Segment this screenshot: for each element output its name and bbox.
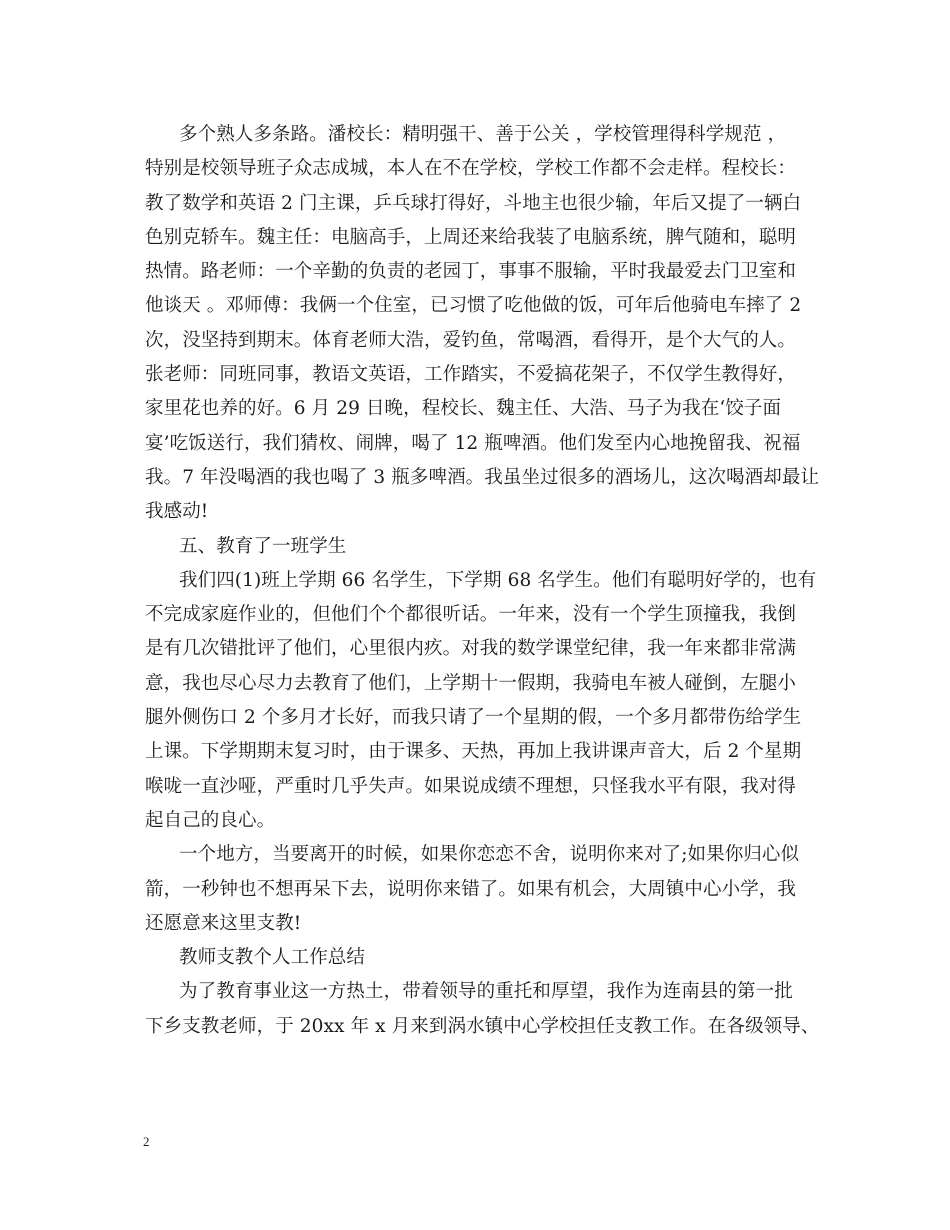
text-line: 多个熟人多条路。潘校长：精明强干、善于公关 ，学校管理得科学规范 ， [179, 124, 787, 145]
text-line: 特别是校领导班子众志成城，本人在不在学校，学校工作都不会走样。程校长： [145, 158, 797, 180]
text-line: 张老师：同班同事，教语文英语，工作踏实，不爱搞花架子，不仅学生教得好， [145, 364, 797, 386]
document-body [145, 118, 820, 1044]
text-line: 宴’吃饭送行，我们猜枚、闹牌，喝了 12 瓶啤酒。他们发至内心地挽留我、祝福 [145, 432, 801, 454]
text-line: 次，没坚持到期末。体育老师大浩，爱钓鱼，常喝酒，看得开，是个大气的人。 [145, 329, 797, 351]
text-line: 起自己的良心。 [145, 809, 276, 831]
text-line: 他谈天 。邓师傅：我俩一个住室，已习惯了吃他做的饭，可年后他骑电车摔了 2 [145, 295, 802, 317]
text-line: 家里花也养的好。6 月 29 日晚，程校长、魏主任、大浩、马子为我在‘饺子面 [145, 398, 782, 420]
text-line: 还愿意来这里支教! [145, 912, 302, 934]
text-line: 我。7 年没喝酒的我也喝了 3 瓶多啤酒。我虽坐过很多的酒场儿，这次喝酒却最让 [145, 466, 820, 488]
text-line: 上课。下学期期末复习时，由于课多、天热，再加上我讲课声音大，后 2 个星期 [145, 741, 802, 763]
text-line: 我感动! [145, 501, 209, 523]
text-line: 不完成家庭作业的，但他们个个都很听话。一年来，没有一个学生顶撞我，我倒 [145, 604, 797, 626]
text-line: 腿外侧伤口 2 个多月才长好，而我只请了一个星期的假，一个多月都带伤给学生 [145, 707, 802, 729]
text-line: 意，我也尽心尽力去教育了他们，上学期十一假期，我骑电车被人碰倒，左腿小 [145, 672, 797, 694]
section-heading: 五、教育了一班学生 [179, 535, 347, 557]
text-line: 喉咙一直沙哑，严重时几乎失声。如果说成绩不理想，只怪我水平有限，我对得 [145, 775, 797, 797]
text-line: 下乡支教老师，于 20xx 年 x 月来到涡水镇中心学校担任支教工作。在各级领导、 [145, 1015, 820, 1037]
text-line: 是有几次错批评了他们，心里很内疚。对我的数学课堂纪律，我一年来都非常满 [145, 638, 797, 660]
text-line: 热情。路老师：一个辛勤的负责的老园丁，事事不服输，平时我最爱去门卫室和 [145, 261, 797, 283]
text-line: 色别克轿车。魏主任：电脑高手，上周还来给我装了电脑系统，脾气随和，聪明 [145, 226, 797, 248]
section-heading: 教师支教个人工作总结 [179, 947, 366, 969]
text-line: 教了数学和英语 2 门主课，乒乓球打得好，斗地主也很少输，年后又提了一辆白 [145, 192, 802, 214]
text-line: 我们四(1)班上学期 66 名学生，下学期 68 名学生。他们有聪明好学的，也有 [179, 569, 817, 591]
text-line: 一个地方，当要离开的时候，如果你恋恋不舍，说明你来对了;如果你归心似 [179, 844, 800, 866]
text-line: 为了教育事业这一方热土，带着领导的重托和厚望，我作为连南县的第一批 [179, 981, 793, 1003]
page-number: 2 [143, 1134, 150, 1149]
text-line: 箭，一秒钟也不想再呆下去，说明你来错了。如果有机会，大周镇中心小学，我 [145, 878, 797, 900]
